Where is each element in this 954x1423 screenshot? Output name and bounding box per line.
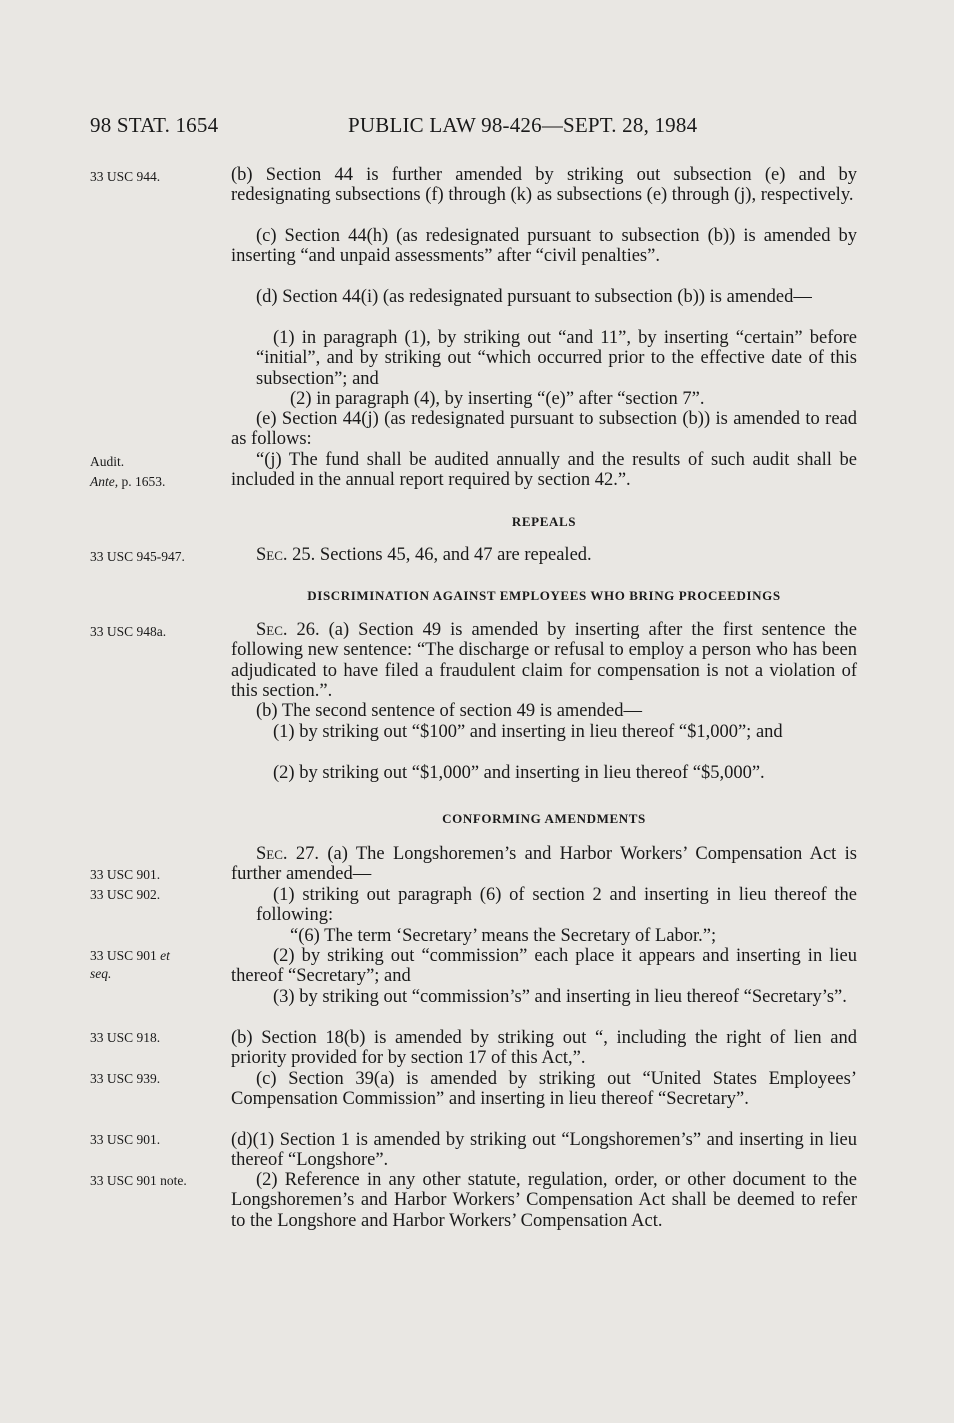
margin-note: Audit. xyxy=(90,454,125,469)
margin-note: 33 USC 901. xyxy=(90,867,161,882)
paragraph-44d-1: (1) in paragraph (1), by striking out “and 11”, by inserting “certain” before “initial”, and by striking out “which occurred prior to the effective date of this subsection”; and xyxy=(256,328,857,389)
section-25: Sec. 25. Sections 45, 46, and 47 are repealed. xyxy=(256,545,592,565)
section-26a: Sec. 26. (a) Section 49 is amended by inserting after the first sentence the following new sentence: “The discharge or refusal to employ a person who has been adjudicated to have filed a fraudulent claim for compensation is not a violation of this section.”. xyxy=(231,620,857,701)
section-heading-conforming: CONFORMING AMENDMENTS xyxy=(442,811,646,826)
section-26b-2: (2) by striking out “$1,000” and inserting in lieu thereof “$5,000”. xyxy=(273,763,765,783)
margin-note: 33 USC 945-947. xyxy=(90,549,185,564)
paragraph-44d: (d) Section 44(i) (as redesignated pursuant to subsection (b)) is amended— xyxy=(256,287,812,307)
paragraph-44d-2: (2) in paragraph (4), by inserting “(e)” after “section 7”. xyxy=(290,389,705,409)
section-27a-2: (2) by striking out “commission” each place it appears and inserting in lieu thereof “Secretary”; and xyxy=(231,946,857,987)
margin-note: 33 USC 902. xyxy=(90,887,161,902)
section-27b: (b) Section 18(b) is amended by striking out “, including the right of lien and priority provided for by section 17 of this Act,”. xyxy=(231,1028,857,1069)
section-heading-repeals: REPEALS xyxy=(511,514,577,529)
section-heading-discrimination: DISCRIMINATION AGAINST EMPLOYEES WHO BRING PROCEEDINGS xyxy=(307,588,781,603)
paragraph-44b: (b) Section 44 is further amended by striking out subsection (e) and by redesignating subsections (f) through (k) as subsections (e) through (j), respectively. xyxy=(231,165,857,206)
statute-citation: 98 STAT. 1654 xyxy=(90,113,219,137)
paragraph-44e: (e) Section 44(j) (as redesignated pursuant to subsection (b)) is amended to read as follows: xyxy=(231,409,857,450)
margin-note: 33 USC 901 note. xyxy=(90,1173,187,1188)
section-27d2: (2) Reference in any other statute, regulation, order, or other document to the Longshoremen’s and Harbor Workers’ Compensation Act shall be deemed to refer to the Longshore and Harbor Workers’ Compensation Act. xyxy=(231,1170,857,1231)
section-27d1: (d)(1) Section 1 is amended by striking out “Longshoremen’s” and inserting in lieu thereof “Longshore”. xyxy=(231,1130,857,1171)
section-27c: (c) Section 39(a) is amended by striking out “United States Employees’ Compensation Commission” and inserting in lieu thereof “Secretary”. xyxy=(231,1069,857,1110)
section-27a-1-quote: “(6) The term ‘Secretary’ means the Secretary of Labor.”; xyxy=(290,926,717,946)
margin-note: 33 USC 948a. xyxy=(90,624,167,639)
paragraph-44c: (c) Section 44(h) (as redesignated pursuant to subsection (b)) is amended by inserting “and unpaid assessments” after “civil penalties”. xyxy=(231,226,857,267)
section-27a-3: (3) by striking out “commission’s” and inserting in lieu thereof “Secretary’s”. xyxy=(273,987,847,1007)
section-27a-1: (1) striking out paragraph (6) of section 2 and inserting in lieu thereof the following: xyxy=(256,885,857,926)
section-26b-1: (1) by striking out “$100” and inserting in lieu thereof “$1,000”; and xyxy=(273,722,783,742)
margin-note: 33 USC 901 et seq. xyxy=(90,948,170,981)
margin-note: 33 USC 918. xyxy=(90,1030,161,1045)
section-27a: Sec. 27. (a) The Longshoremen’s and Harbor Workers’ Compensation Act is further amended— xyxy=(231,844,857,885)
section-26b: (b) The second sentence of section 49 is amended— xyxy=(256,701,642,721)
margin-note: 33 USC 901. xyxy=(90,1132,161,1147)
margin-note: Ante, p. 1653. xyxy=(90,474,166,489)
paragraph-44j-quote: “(j) The fund shall be audited annually and the results of such audit shall be included in the annual report required by section 42.”. xyxy=(231,450,857,491)
margin-note: 33 USC 944. xyxy=(90,169,161,184)
margin-note: 33 USC 939. xyxy=(90,1071,161,1086)
page-title: PUBLIC LAW 98-426—SEPT. 28, 1984 xyxy=(348,113,698,137)
